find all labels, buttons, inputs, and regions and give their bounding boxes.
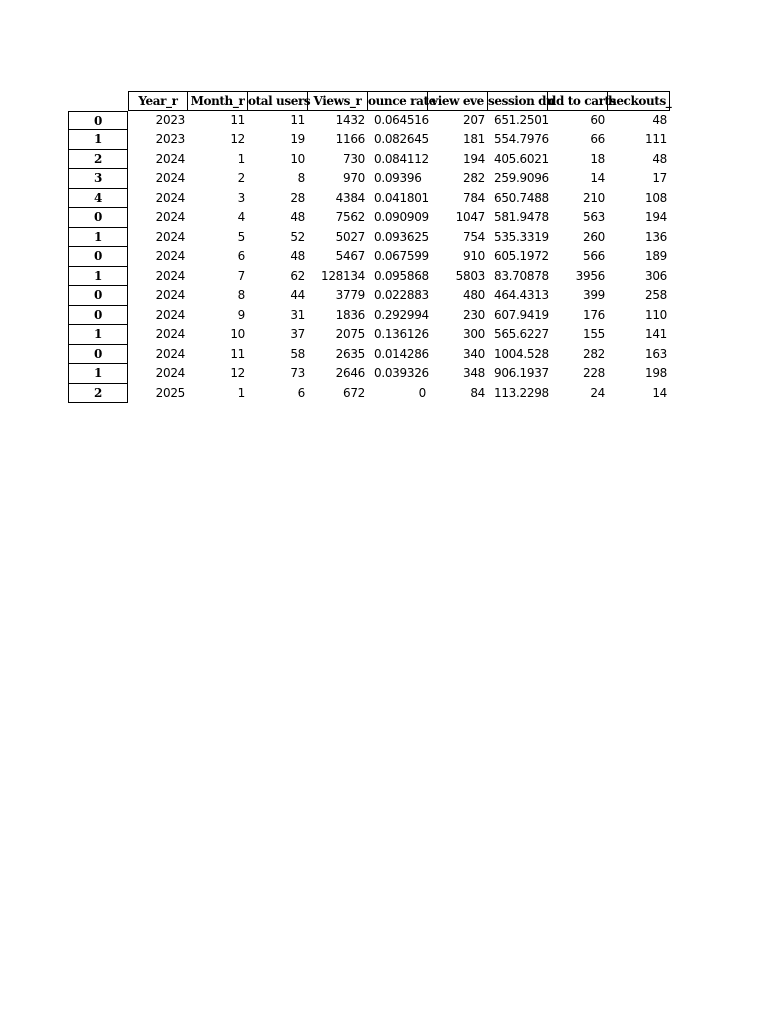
table-body [68,111,670,404]
cell-year: 2024 [155,249,185,263]
cell-users: 37 [290,327,305,341]
row-index-cell: 0 [68,306,128,326]
row-index-cell: 0 [68,345,128,365]
cell-views: 672 [342,385,365,400]
cell-session-duration: 581.9478 [494,210,549,224]
cell-session-duration: 113.2298 [494,385,549,400]
cell-views: 1432 [335,112,365,127]
cell-views: 1166 [335,132,365,146]
cell-add-to-carts: 3956 [575,268,605,283]
cell-session-duration: 405.6021 [494,151,549,166]
cell-session-duration: 83.70878 [494,268,549,283]
cell-month: 1 [237,385,245,400]
cell-month: 9 [237,307,245,322]
cell-year: 2024 [155,268,185,283]
row-index-cell: 0 [68,286,128,306]
cell-year: 2024 [155,288,185,302]
cell-bounce-rate: 0.022883 [374,288,429,302]
cell-views: 128134 [320,268,365,283]
cell-add-to-carts: 155 [582,327,605,341]
col-header-year: Year_r [128,91,188,111]
row-index-cell: 4 [68,189,128,209]
cell-view-events: 207 [462,112,485,127]
cell-bounce-rate: 0 [418,385,426,400]
cell-view-events: 5803 [455,268,485,283]
cell-session-duration: 1004.528 [494,346,549,361]
cell-view-events: 340 [462,346,485,361]
table-row [68,189,670,209]
cell-month: 12 [230,366,245,380]
table-row [68,150,670,170]
cell-add-to-carts: 60 [590,112,605,127]
cell-add-to-carts: 18 [590,151,605,166]
cell-views: 2635 [335,346,365,361]
col-header-month: Month_r [188,91,248,111]
cell-views: 730 [342,151,365,166]
col-header-carts: dd to carts [548,91,608,111]
row-index-cell: 1 [68,325,128,345]
cell-checkouts: 110 [644,307,667,322]
cell-users: 48 [290,210,305,224]
cell-add-to-carts: 563 [582,210,605,224]
cell-session-duration: 259.9096 [494,171,549,185]
table-row [68,130,670,150]
cell-views: 7562 [335,210,365,224]
cell-add-to-carts: 14 [590,171,605,185]
cell-session-duration: 535.3319 [494,229,549,244]
cell-year: 2024 [155,171,185,185]
cell-bounce-rate: 0.136126 [374,327,429,341]
table-row [68,286,670,306]
corner-cell [68,91,128,111]
cell-year: 2023 [155,112,185,127]
cell-session-duration: 651.2501 [494,112,549,127]
cell-users: 31 [290,307,305,322]
cell-month: 1 [237,151,245,166]
cell-add-to-carts: 282 [582,346,605,361]
cell-session-duration: 607.9419 [494,307,549,322]
cell-checkouts: 141 [644,327,667,341]
cell-checkouts: 48 [652,112,667,127]
col-header-users: otal users [248,91,308,111]
cell-year: 2024 [155,366,185,380]
cell-view-events: 181 [462,132,485,146]
col-header-views: Views_r [308,91,368,111]
cell-checkouts: 136 [644,229,667,244]
cell-add-to-carts: 566 [582,249,605,263]
cell-checkouts: 48 [652,151,667,166]
row-index-cell: 1 [68,267,128,287]
cell-add-to-carts: 260 [582,229,605,244]
cell-views: 5027 [335,229,365,244]
cell-views: 3779 [335,288,365,302]
cell-checkouts: 189 [644,249,667,263]
cell-view-events: 230 [462,307,485,322]
table-row [68,111,670,131]
table-row [68,169,670,189]
table-row [68,306,670,326]
cell-users: 58 [290,346,305,361]
cell-view-events: 910 [462,249,485,263]
row-index-cell: 1 [68,364,128,384]
cell-year: 2024 [155,327,185,341]
cell-add-to-carts: 399 [582,288,605,302]
cell-add-to-carts: 24 [590,385,605,400]
cell-add-to-carts: 176 [582,307,605,322]
table-row [68,267,670,287]
cell-session-duration: 650.7488 [494,190,549,205]
cell-session-duration: 906.1937 [494,366,549,380]
cell-month: 12 [230,132,245,146]
cell-session-duration: 554.7976 [494,132,549,146]
col-header-duration: session du [488,91,548,111]
cell-year: 2024 [155,346,185,361]
cell-users: 73 [290,366,305,380]
cell-view-events: 754 [462,229,485,244]
cell-users: 10 [290,151,305,166]
cell-year: 2024 [155,190,185,205]
cell-month: 11 [230,346,245,361]
cell-checkouts: 194 [644,210,667,224]
cell-month: 5 [237,229,245,244]
row-index-cell: 1 [68,228,128,248]
cell-users: 28 [290,190,305,205]
cell-users: 8 [297,171,305,185]
row-index-cell: 3 [68,169,128,189]
cell-views: 4384 [335,190,365,205]
cell-users: 52 [290,229,305,244]
cell-views: 2075 [335,327,365,341]
table-row [68,364,670,384]
cell-year: 2023 [155,132,185,146]
cell-checkouts: 17 [652,171,667,185]
table-row [68,384,670,404]
cell-add-to-carts: 228 [582,366,605,380]
cell-checkouts: 163 [644,346,667,361]
cell-users: 6 [297,385,305,400]
table-row [68,247,670,267]
cell-year: 2024 [155,307,185,322]
cell-view-events: 1047 [455,210,485,224]
cell-month: 10 [230,327,245,341]
cell-checkouts: 111 [644,132,667,146]
cell-view-events: 84 [470,385,485,400]
table-row [68,208,670,228]
cell-bounce-rate: 0.093625 [374,229,429,244]
cell-checkouts: 198 [644,366,667,380]
cell-bounce-rate: 0.09396 [374,171,422,185]
cell-bounce-rate: 0.041801 [374,190,429,205]
cell-checkouts: 14 [652,385,667,400]
cell-month: 11 [230,112,245,127]
cell-month: 4 [237,210,245,224]
cell-year: 2024 [155,229,185,244]
cell-bounce-rate: 0.082645 [374,132,429,146]
cell-add-to-carts: 66 [590,132,605,146]
row-index-cell: 2 [68,150,128,170]
cell-views: 970 [342,171,365,185]
cell-session-duration: 565.6227 [494,327,549,341]
row-index-cell: 0 [68,111,128,131]
cell-users: 11 [290,112,305,127]
cell-bounce-rate: 0.067599 [374,249,429,263]
cell-view-events: 300 [462,327,485,341]
cell-users: 48 [290,249,305,263]
cell-bounce-rate: 0.039326 [374,366,429,380]
cell-view-events: 348 [462,366,485,380]
cell-views: 5467 [335,249,365,263]
table-row [68,325,670,345]
cell-users: 44 [290,288,305,302]
col-header-bounce: ounce rate [368,91,428,111]
table-row [68,228,670,248]
cell-month: 6 [237,249,245,263]
col-header-checkouts: heckouts_ [608,91,670,111]
table-row [68,345,670,365]
cell-view-events: 480 [462,288,485,302]
cell-bounce-rate: 0.090909 [374,210,429,224]
cell-month: 7 [237,268,245,283]
col-header-events: view eve [428,91,488,111]
cell-bounce-rate: 0.292994 [374,307,429,322]
cell-add-to-carts: 210 [582,190,605,205]
row-index-cell: 0 [68,247,128,267]
cell-checkouts: 258 [644,288,667,302]
cell-month: 8 [237,288,245,302]
cell-users: 19 [290,132,305,146]
row-index-cell: 2 [68,384,128,404]
data-table [68,91,670,403]
cell-bounce-rate: 0.095868 [374,268,429,283]
cell-session-duration: 464.4313 [494,288,549,302]
cell-bounce-rate: 0.064516 [374,112,429,127]
cell-checkouts: 108 [644,190,667,205]
cell-view-events: 282 [462,171,485,185]
cell-checkouts: 306 [644,268,667,283]
cell-year: 2025 [155,385,185,400]
cell-month: 2 [237,171,245,185]
cell-year: 2024 [155,151,185,166]
header-row [68,91,670,111]
cell-users: 62 [290,268,305,283]
cell-bounce-rate: 0.084112 [374,151,429,166]
cell-view-events: 194 [462,151,485,166]
cell-views: 1836 [335,307,365,322]
row-index-cell: 0 [68,208,128,228]
row-index-cell: 1 [68,130,128,150]
cell-month: 3 [237,190,245,205]
cell-view-events: 784 [462,190,485,205]
cell-views: 2646 [335,366,365,380]
cell-year: 2024 [155,210,185,224]
cell-bounce-rate: 0.014286 [374,346,429,361]
cell-session-duration: 605.1972 [494,249,549,263]
